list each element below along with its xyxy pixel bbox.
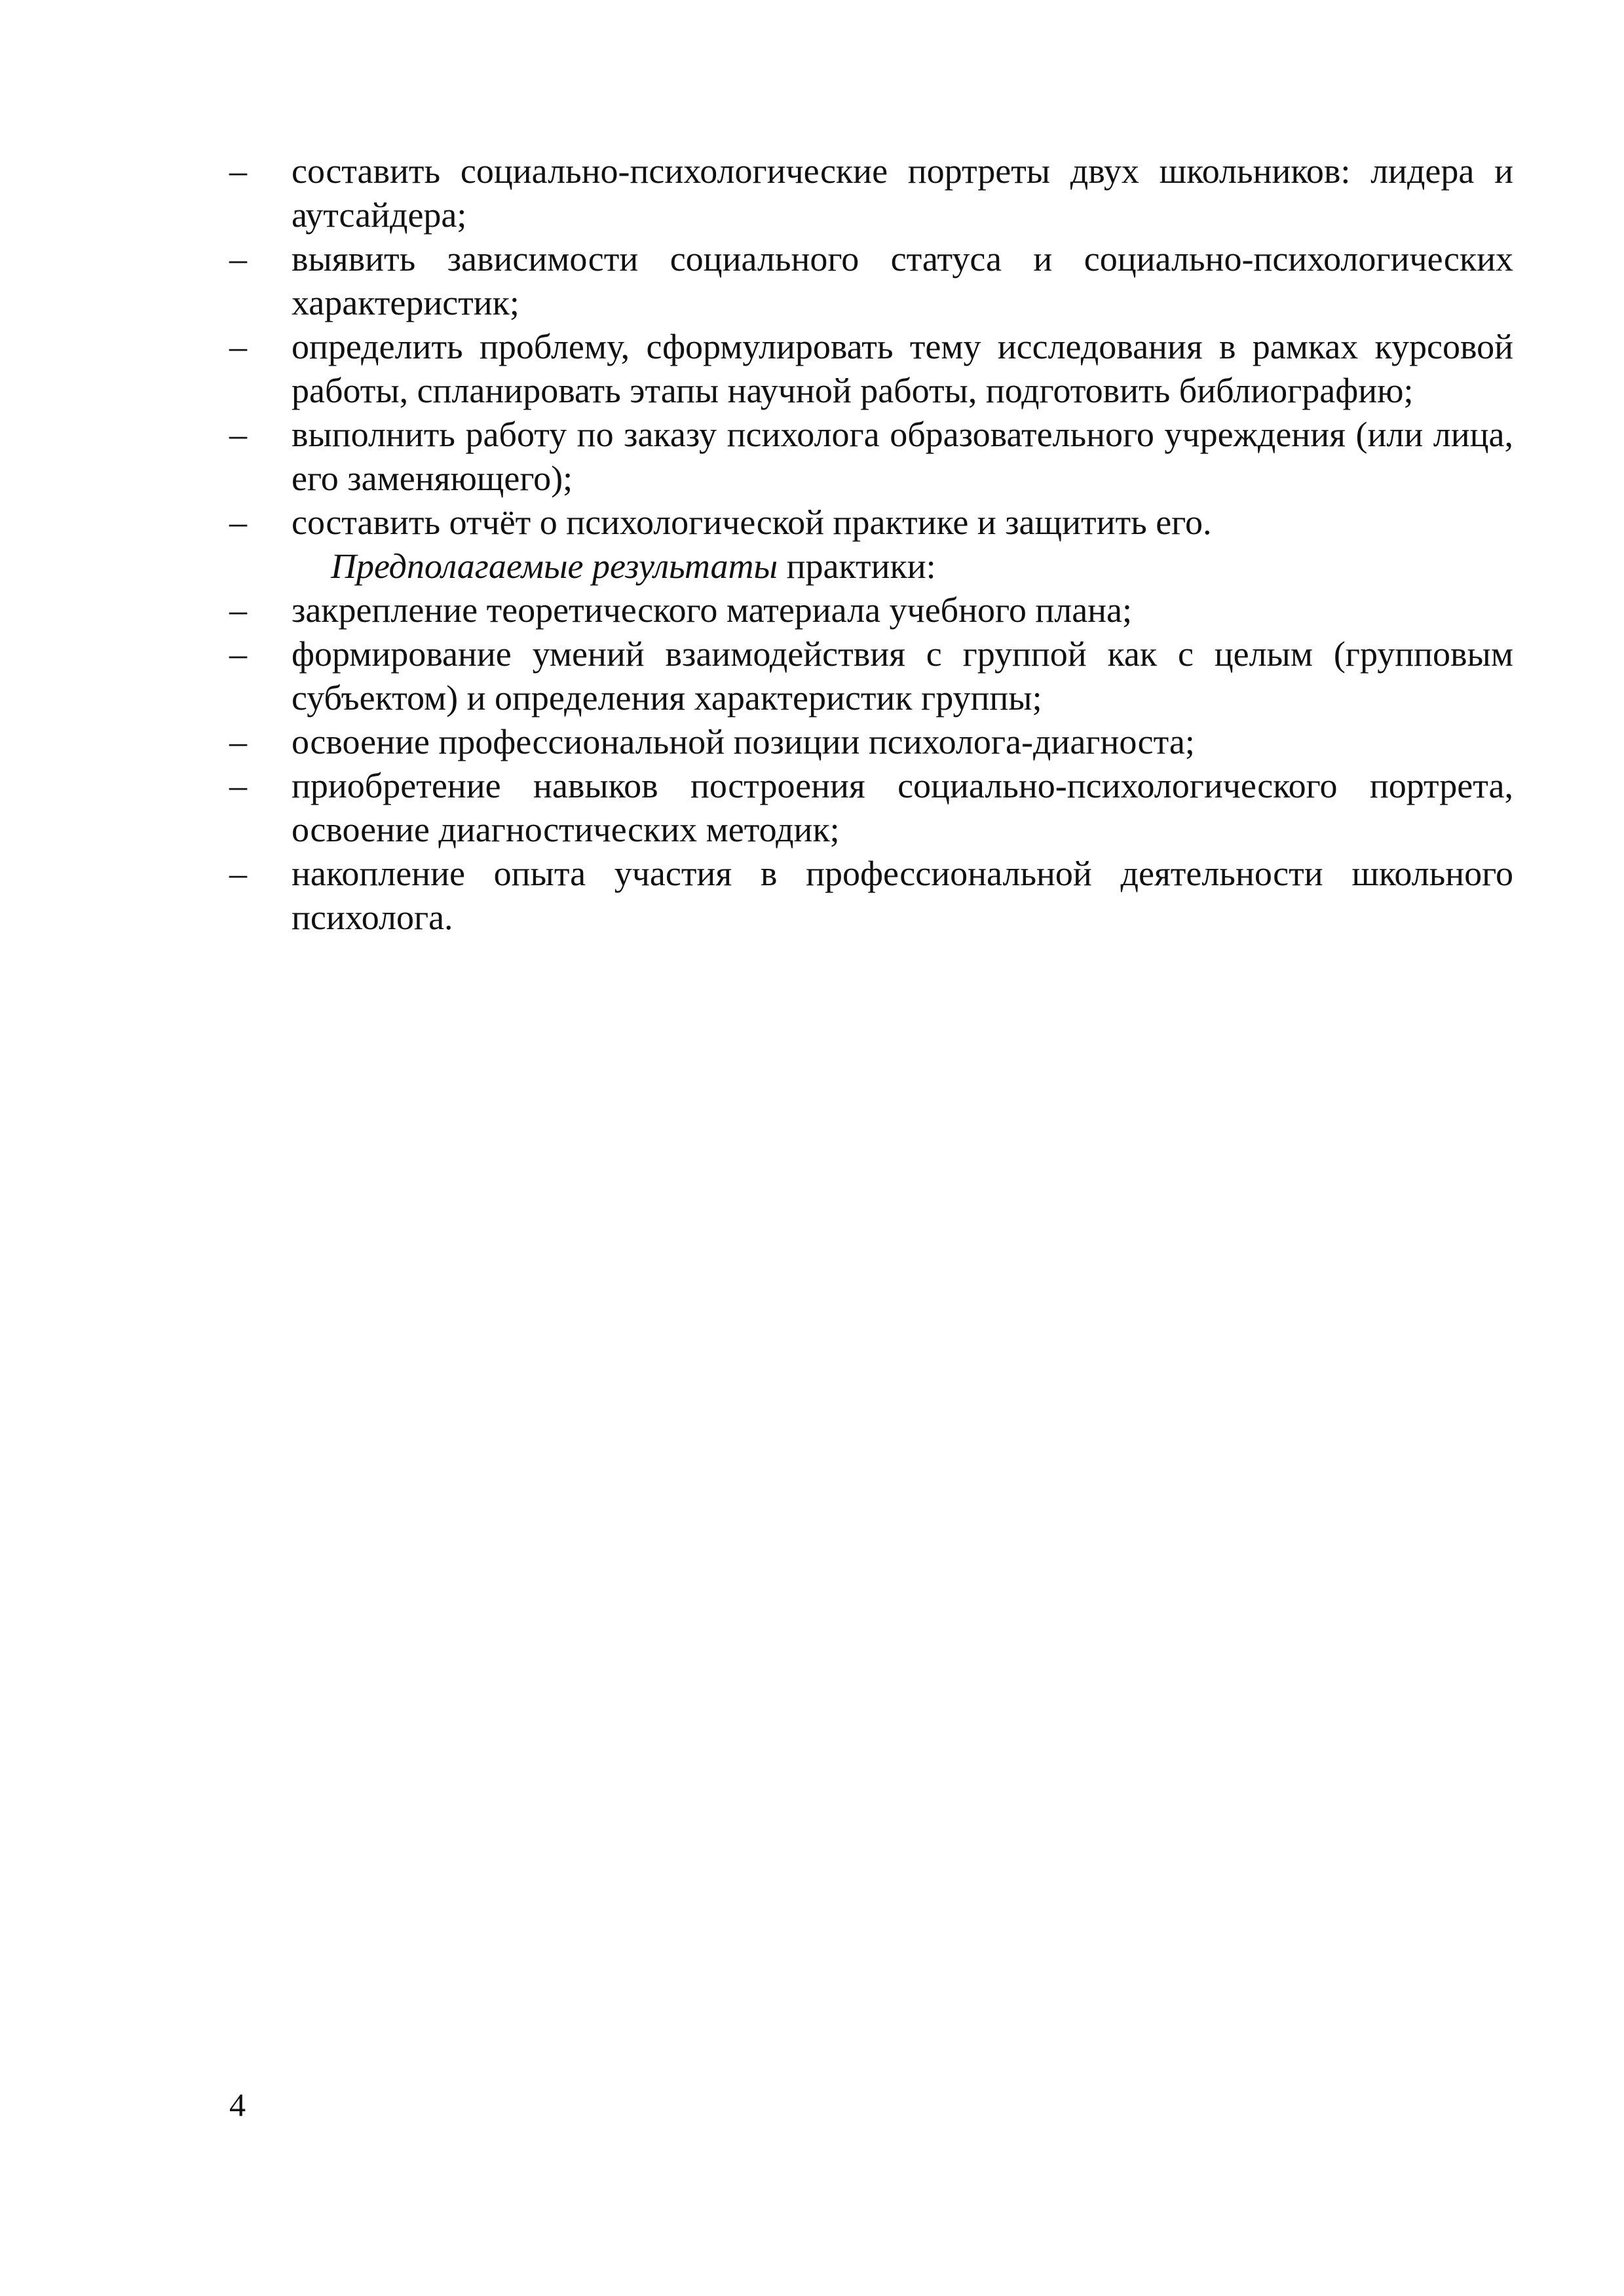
list-item-text: освоение профессиональной позиции психолога-диагноста; [292,722,1195,761]
list-item-text: закрепление теоретического материала учебного плана; [292,590,1133,630]
list-dash: – [229,415,247,454]
list-dash: – [229,327,247,366]
tasks-list [226,149,1513,545]
list-item [226,413,1513,501]
list-item-text: составить отчёт о психологической практике и защитить его. [292,503,1212,542]
list-dash: – [229,766,247,805]
list-item-text: накопление опыта участия в профессиональной деятельности школьного психолога. [292,854,1513,937]
results-heading [226,545,1513,588]
list-item [226,237,1513,325]
list-item-text: выполнить работу по заказу психолога образовательного учреждения (или лица, его заменяющего); [292,415,1513,498]
list-item-text: выявить зависимости социального статуса и социально-психологических характеристик; [292,239,1513,322]
list-dash: – [229,854,247,893]
results-heading-emphasis: Предполагаемые результаты [331,546,778,586]
list-item [226,764,1513,852]
list-dash: – [229,239,247,278]
list-item [226,588,1513,632]
list-dash: – [229,151,247,191]
results-list [226,588,1513,940]
list-item [226,720,1513,764]
list-item-text: формирование умений взаимодействия с группой как с целым (групповым субъектом) и определения характеристик группы; [292,634,1513,718]
list-dash: – [229,503,247,542]
results-heading-rest: практики: [778,546,936,586]
list-item [226,149,1513,237]
list-item [226,852,1513,940]
list-item-text: приобретение навыков построения социально-психологического портрета, освоение диагностических методик; [292,766,1513,849]
list-item [226,632,1513,720]
list-dash: – [229,722,247,761]
page-number: 4 [229,2086,246,2123]
list-item-text: составить социально-психологические портреты двух школьников: лидера и аутсайдера; [292,151,1513,235]
list-dash: – [229,590,247,630]
list-dash: – [229,634,247,674]
list-item [226,325,1513,413]
list-item [226,501,1513,545]
list-item-text: определить проблему, сформулировать тему исследования в рамках курсовой работы, спланировать этапы научной работы, подготовить библиографию; [292,327,1513,410]
page-content [226,149,1513,940]
